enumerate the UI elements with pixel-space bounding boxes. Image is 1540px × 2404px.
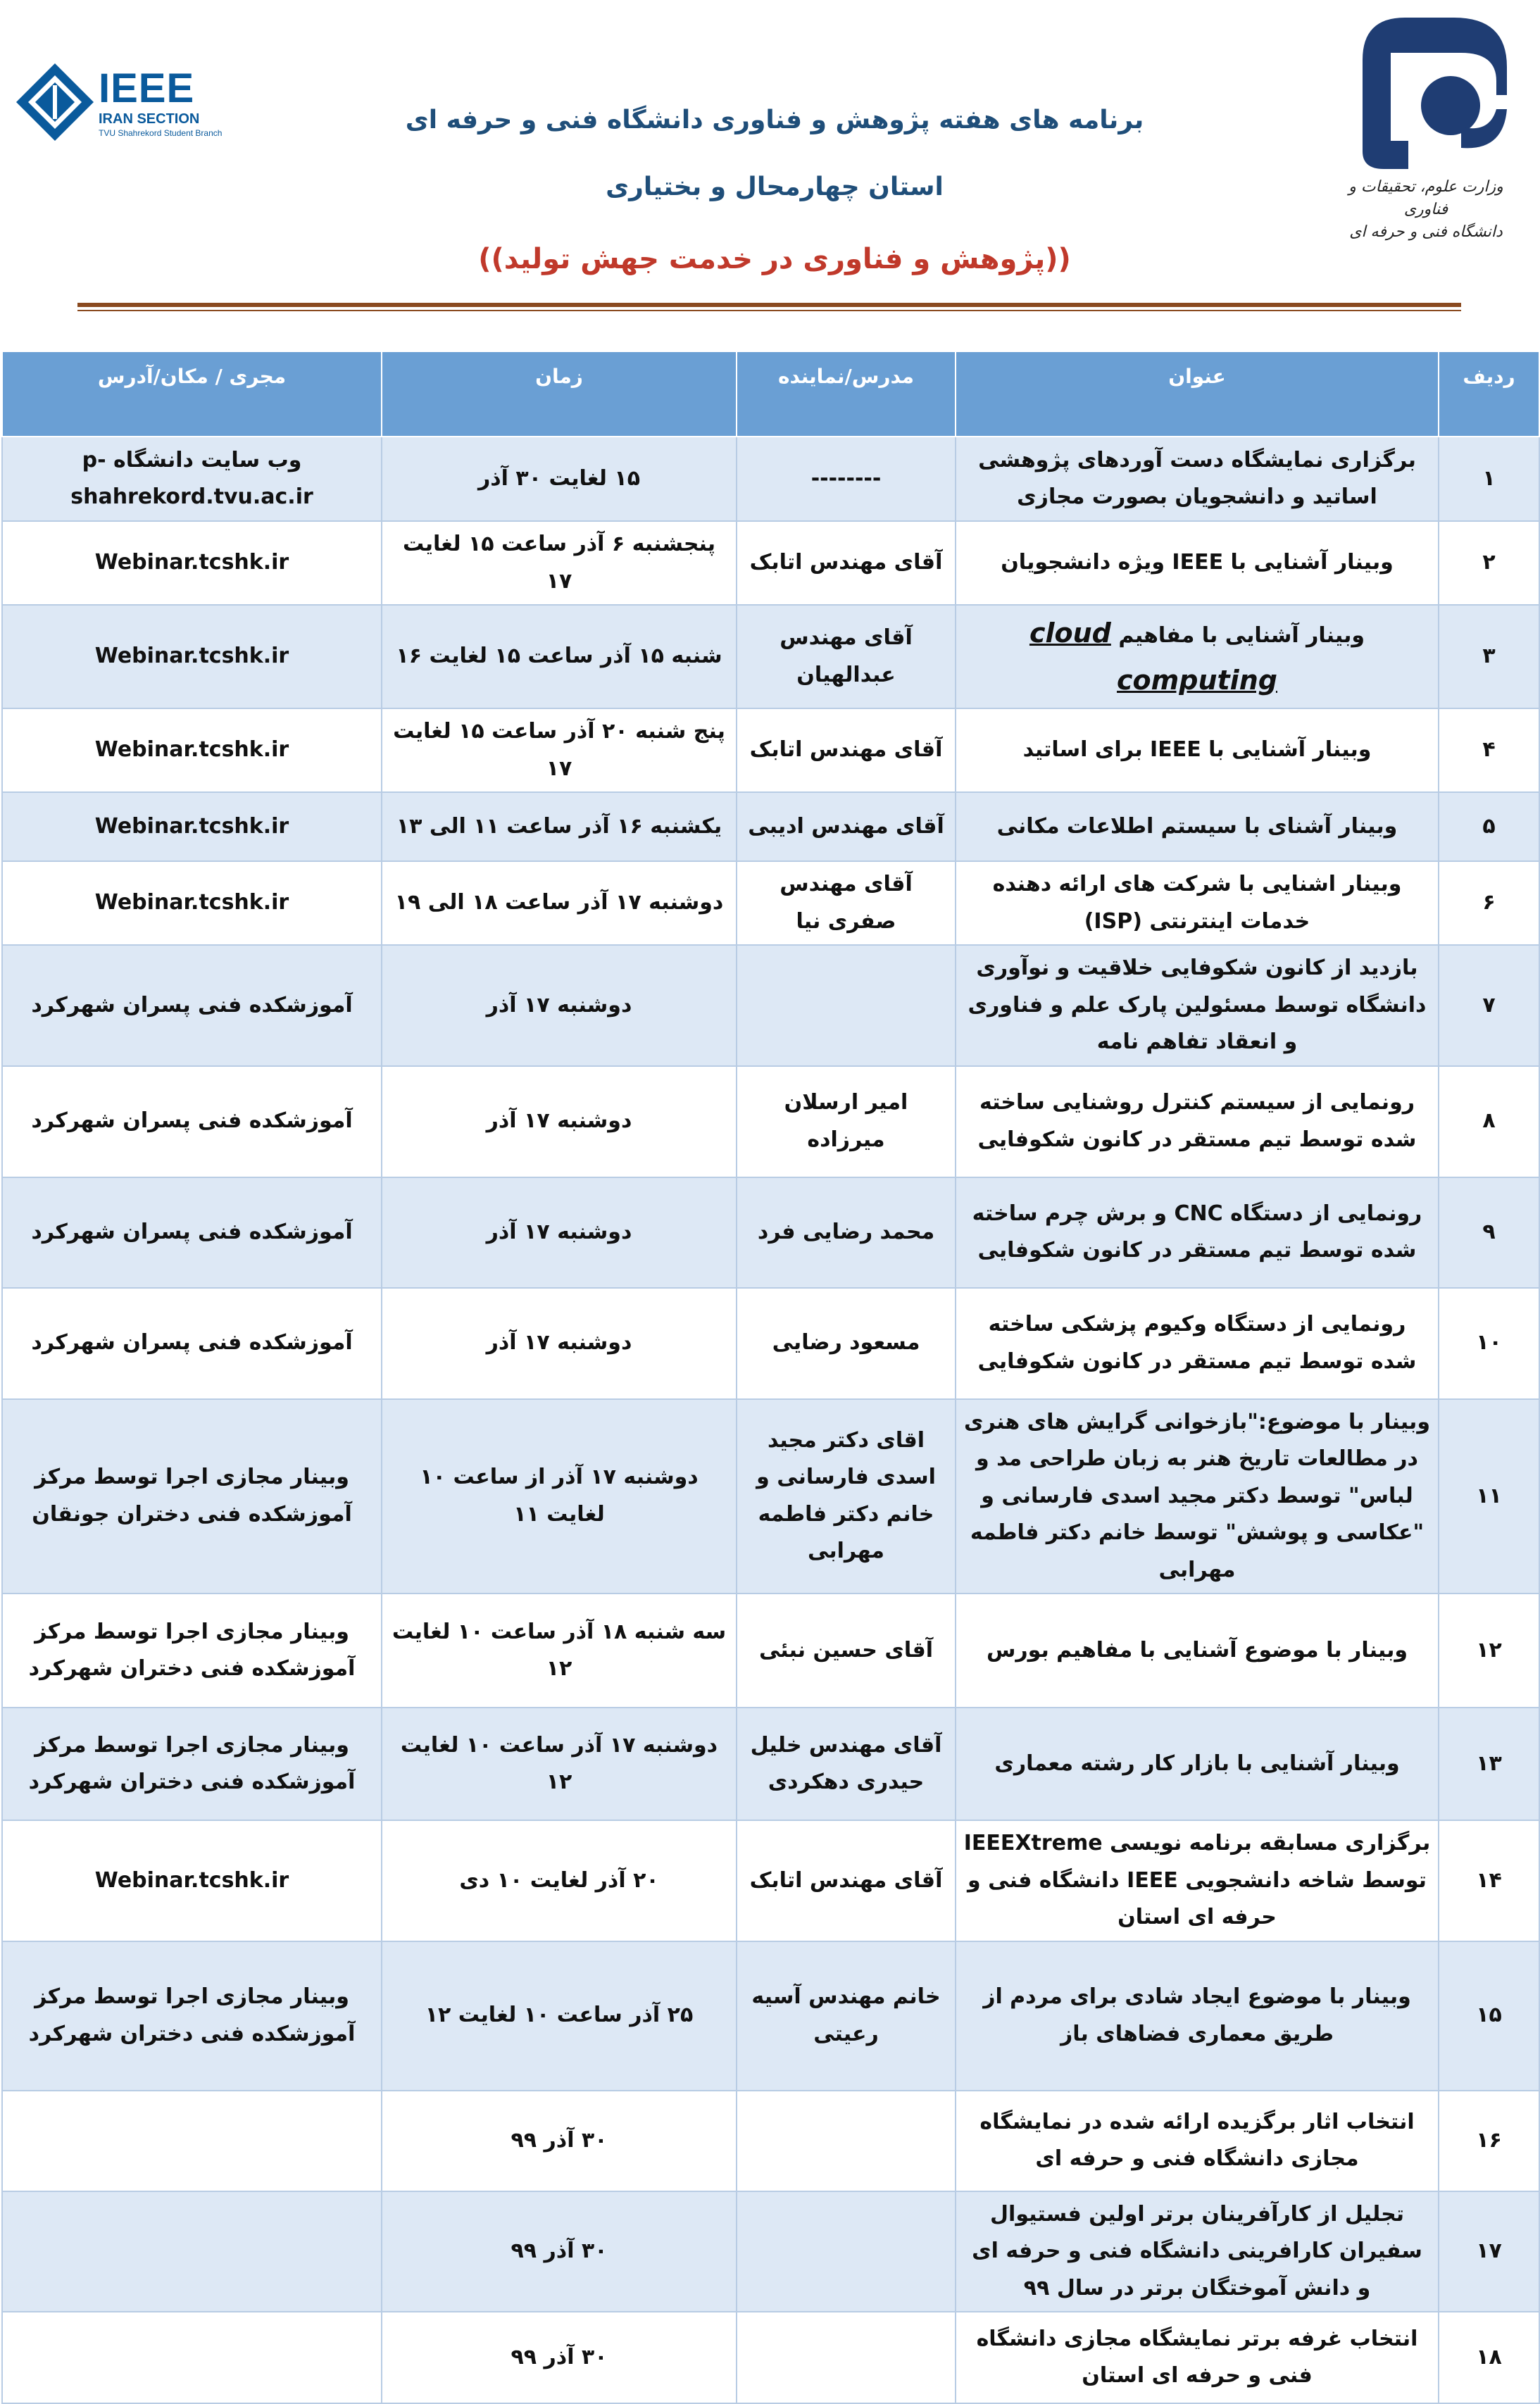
row-venue-link[interactable]: Webinar.tcshk.ir xyxy=(2,861,382,945)
table-row xyxy=(2,2091,1539,2191)
table-row xyxy=(2,2191,1539,2312)
table-row xyxy=(2,708,1539,792)
ministry-caption xyxy=(1345,176,1507,244)
row-venue: وبینار مجازی اجرا توسط مرکز آموزشکده فنی دختران شهرکرد xyxy=(2,1941,382,2091)
ministry-caption-line2: دانشگاه فنی و حرفه ای xyxy=(1349,223,1503,241)
page-title: برنامه های هفته پژوهش و فناوری دانشگاه فنی و حرفه ای xyxy=(405,106,1144,134)
row-title xyxy=(956,605,1439,708)
row-time: پنج شنبه ۲۰ آذر ساعت ۱۵ لغایت ۱۷ xyxy=(382,708,737,792)
table-row xyxy=(2,521,1539,605)
table-row xyxy=(2,861,1539,945)
row-venue: وبینار مجازی اجرا توسط مرکز آموزشکده فنی دختران جونقان xyxy=(2,1399,382,1594)
row-title: بازدید از کانون شکوفایی خلاقیت و نوآوری دانشگاه توسط مسئولین پارک علم و فناوری و انعقاد تفاهم نامه xyxy=(956,945,1439,1066)
row-presenter: مسعود رضایی xyxy=(737,1288,956,1399)
row-title-english: cloud computing xyxy=(1029,618,1277,696)
row-title: وبینار آشنایی با بازار کار رشته معماری xyxy=(956,1708,1439,1820)
row-venue-link[interactable]: Webinar.tcshk.ir xyxy=(2,605,382,708)
row-presenter: آقای مهندس خلیل حیدری دهکردی xyxy=(737,1708,956,1820)
row-title: رونمایی از دستگاه CNC و برش چرم ساخته شده توسط تیم مستقر در کانون شکوفایی xyxy=(956,1177,1439,1288)
table-row xyxy=(2,1941,1539,2091)
header-divider-thin xyxy=(77,310,1461,311)
ministry-emblem-icon xyxy=(1356,11,1510,173)
ieee-logo-subtitle: IRAN SECTION xyxy=(99,111,200,127)
row-number: ۱۲ xyxy=(1439,1594,1539,1708)
row-title: وبینار اشنایی با شرکت های ارائه دهنده خدمات اینترنتی (ISP) xyxy=(956,861,1439,945)
row-title: وبینار با موضوع:"بازخوانی گرایش های هنری در مطالعات تاریخ هنر به زبان طراحی مد و لباس" توسط دکتر مجید اسدی فارسانی و "عکاسی و پوشش" توسط خانم دکتر فاطمه مهرابی xyxy=(956,1399,1439,1594)
row-venue: وب سایت دانشگاه p-shahrekord.tvu.ac.ir xyxy=(2,437,382,521)
row-number: ۴ xyxy=(1439,708,1539,792)
row-number: ۱۶ xyxy=(1439,2091,1539,2191)
row-number: ۷ xyxy=(1439,945,1539,1066)
row-venue: آموزشکده فنی پسران شهرکرد xyxy=(2,1066,382,1177)
row-venue-link[interactable]: Webinar.tcshk.ir xyxy=(2,1820,382,1941)
row-venue: آموزشکده فنی پسران شهرکرد xyxy=(2,1177,382,1288)
row-time: ۳۰ آذر ۹۹ xyxy=(382,2191,737,2312)
row-title: وبینار آشنایی با IEEE برای اساتید xyxy=(956,708,1439,792)
row-venue xyxy=(2,2091,382,2191)
row-presenter: محمد رضایی فرد xyxy=(737,1177,956,1288)
row-time: ۳۰ آذر ۹۹ xyxy=(382,2091,737,2191)
table-row xyxy=(2,1288,1539,1399)
row-presenter xyxy=(737,2312,956,2403)
row-number: ۲ xyxy=(1439,521,1539,605)
row-venue: وبینار مجازی اجرا توسط مرکز آموزشکده فنی دختران شهرکرد xyxy=(2,1708,382,1820)
table-row xyxy=(2,945,1539,1066)
row-title: وبینار آشنای با سیستم اطلاعات مکانی xyxy=(956,792,1439,861)
table-row xyxy=(2,605,1539,708)
row-venue-link[interactable]: Webinar.tcshk.ir xyxy=(2,521,382,605)
row-time: دوشنبه ۱۷ آذر xyxy=(382,1066,737,1177)
row-time: ۳۰ آذر ۹۹ xyxy=(382,2312,737,2403)
row-title-text: وبینار آشنایی با مفاهیم xyxy=(1118,623,1365,648)
row-presenter: آقای حسین نبئی xyxy=(737,1594,956,1708)
row-title: انتخاب غرفه برتر نمایشگاه مجازی دانشگاه فنی و حرفه ای استان xyxy=(956,2312,1439,2403)
row-presenter: آقای مهندس اتابک xyxy=(737,521,956,605)
page-subtitle: استان چهارمحال و بختیاری xyxy=(606,173,944,201)
row-number: ۱۱ xyxy=(1439,1399,1539,1594)
row-presenter: آقای مهندس اتابک xyxy=(737,708,956,792)
row-title: تجلیل از کارآفرینان برتر اولین فستیوال سفیران کارافرینی دانشگاه فنی و حرفه ای و دانش آموختگان برتر در سال ۹۹ xyxy=(956,2191,1439,2312)
row-time: ۲۰ آذر لغایت ۱۰ دی xyxy=(382,1820,737,1941)
row-title: رونمایی از دستگاه وکیوم پزشکی ساخته شده توسط تیم مستقر در کانون شکوفایی xyxy=(956,1288,1439,1399)
row-number: ۳ xyxy=(1439,605,1539,708)
row-time: دوشنبه ۱۷ آذر xyxy=(382,1288,737,1399)
program-table xyxy=(1,351,1540,2404)
row-presenter xyxy=(737,2091,956,2191)
ieee-logo-text: IEEE xyxy=(99,65,195,111)
table-row xyxy=(2,1399,1539,1594)
row-presenter: آقای مهندس عبدالهیان xyxy=(737,605,956,708)
ieee-logo-branch: TVU Shahrekord Student Branch xyxy=(99,128,223,138)
row-number: ۱۰ xyxy=(1439,1288,1539,1399)
row-venue-link[interactable]: Webinar.tcshk.ir xyxy=(2,708,382,792)
row-title: وبینار با موضوع ایجاد شادی برای مردم از طریق معماری فضاهای باز xyxy=(956,1941,1439,2091)
row-time: یکشنبه ۱۶ آذر ساعت ۱۱ الی ۱۳ xyxy=(382,792,737,861)
row-time: ۱۵ لغایت ۳۰ آذر xyxy=(382,437,737,521)
row-venue: آموزشکده فنی پسران شهرکرد xyxy=(2,945,382,1066)
row-time: دوشنبه ۱۷ آذر ساعت ۱۰ لغایت ۱۲ xyxy=(382,1708,737,1820)
row-venue: وبینار مجازی اجرا توسط مرکز آموزشکده فنی دختران شهرکرد xyxy=(2,1594,382,1708)
row-number: ۱۳ xyxy=(1439,1708,1539,1820)
row-presenter: آقای مهندس صفری نیا xyxy=(737,861,956,945)
row-presenter: اقای دکتر مجید اسدی فارسانی و خانم دکتر فاطمه مهرابی xyxy=(737,1399,956,1594)
table-row xyxy=(2,1594,1539,1708)
col-header-time: زمان xyxy=(382,351,737,437)
row-title: وبینار با موضوع آشنایی با مفاهیم بورس xyxy=(956,1594,1439,1708)
page-slogan: ((پژوهش و فناوری در خدمت جهش تولید)) xyxy=(478,243,1071,275)
row-time: دوشنبه ۱۷ آذر xyxy=(382,1177,737,1288)
row-venue xyxy=(2,2312,382,2403)
table-header-row xyxy=(2,351,1539,437)
row-presenter: امیر ارسلان میرزاده xyxy=(737,1066,956,1177)
row-presenter xyxy=(737,945,956,1066)
row-number: ۸ xyxy=(1439,1066,1539,1177)
table-row xyxy=(2,1708,1539,1820)
header-divider xyxy=(77,303,1461,307)
row-title: وبینار آشنایی با IEEE ویژه دانشجویان xyxy=(956,521,1439,605)
table-row xyxy=(2,792,1539,861)
row-title: انتخاب اثار برگزیده ارائه شده در نمایشگاه مجازی دانشگاه فنی و حرفه ای xyxy=(956,2091,1439,2191)
row-presenter: آقای مهندس اتابک xyxy=(737,1820,956,1941)
table-row xyxy=(2,437,1539,521)
col-header-number: ردیف xyxy=(1439,351,1539,437)
row-title: برگزاری مسابقه برنامه نویسی IEEEXtreme توسط شاخه دانشجویی IEEE دانشگاه فنی و حرفه ای استان xyxy=(956,1820,1439,1941)
ministry-caption-line1: وزارت علوم، تحقیقات و فناوری xyxy=(1348,178,1503,218)
table-row xyxy=(2,1820,1539,1941)
table-row xyxy=(2,1177,1539,1288)
row-number: ۹ xyxy=(1439,1177,1539,1288)
row-presenter xyxy=(737,2191,956,2312)
row-venue-link[interactable]: Webinar.tcshk.ir xyxy=(2,792,382,861)
col-header-venue: مجری / مکان/آدرس xyxy=(2,351,382,437)
row-venue xyxy=(2,2191,382,2312)
col-header-presenter: مدرس/نماینده xyxy=(737,351,956,437)
row-venue: آموزشکده فنی پسران شهرکرد xyxy=(2,1288,382,1399)
row-number: ۱۴ xyxy=(1439,1820,1539,1941)
col-header-title: عنوان xyxy=(956,351,1439,437)
row-time: پنجشنبه ۶ آذر ساعت ۱۵ لغایت ۱۷ xyxy=(382,521,737,605)
row-number: ۱۵ xyxy=(1439,1941,1539,2091)
row-time: دوشنبه ۱۷ آذر از ساعت ۱۰ لغایت ۱۱ xyxy=(382,1399,737,1594)
row-presenter: آقای مهندس ادیبی xyxy=(737,792,956,861)
row-presenter: -------- xyxy=(737,437,956,521)
row-title: برگزاری نمایشگاه دست آوردهای پژوهشی اساتید و دانشجویان بصورت مجازی xyxy=(956,437,1439,521)
row-presenter: خانم مهندس آسیه رعیتی xyxy=(737,1941,956,2091)
row-number: ۵ xyxy=(1439,792,1539,861)
row-number: ۱۷ xyxy=(1439,2191,1539,2312)
row-number: ۱۸ xyxy=(1439,2312,1539,2403)
row-time: دوشنبه ۱۷ آذر xyxy=(382,945,737,1066)
row-time: ۲۵ آذر ساعت ۱۰ لغایت ۱۲ xyxy=(382,1941,737,2091)
row-time: دوشنبه ۱۷ آذر ساعت ۱۸ الی ۱۹ xyxy=(382,861,737,945)
row-time: سه شنبه ۱۸ آذر ساعت ۱۰ لغایت ۱۲ xyxy=(382,1594,737,1708)
row-time: شنبه ۱۵ آذر ساعت ۱۵ لغایت ۱۶ xyxy=(382,605,737,708)
row-number: ۶ xyxy=(1439,861,1539,945)
table-row xyxy=(2,2312,1539,2403)
table-row xyxy=(2,1066,1539,1177)
row-number: ۱ xyxy=(1439,437,1539,521)
row-title: رونمایی از سیستم کنترل روشنایی ساخته شده توسط تیم مستقر در کانون شکوفایی xyxy=(956,1066,1439,1177)
